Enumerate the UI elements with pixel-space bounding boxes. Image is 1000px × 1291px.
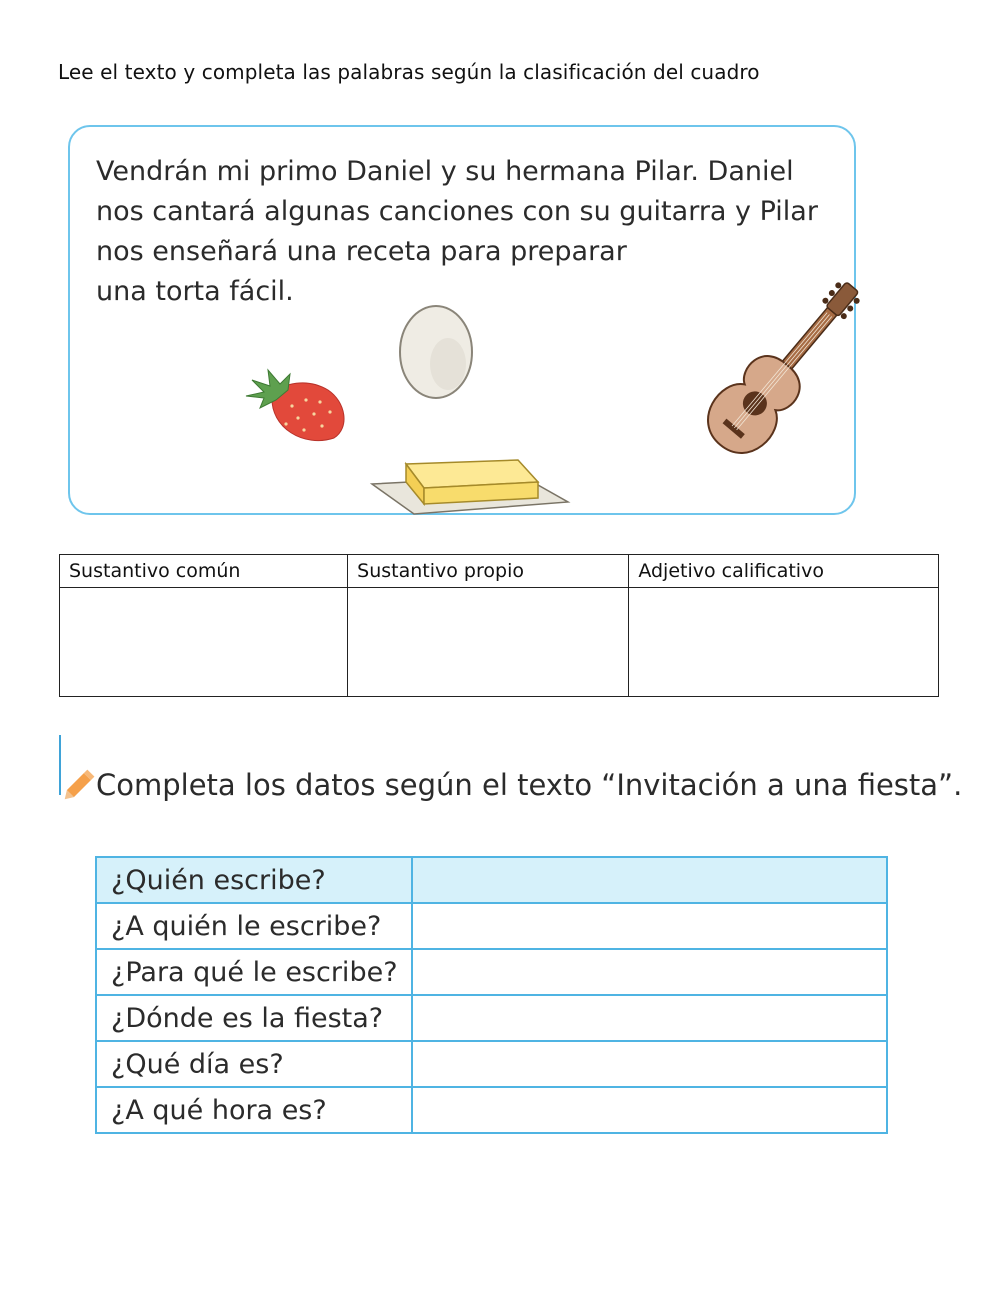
section-marker — [59, 735, 61, 795]
question-cell: ¿A quién le escribe? — [96, 903, 412, 949]
table-row — [96, 857, 887, 903]
section-title: Completa los datos según el texto “Invitación a una fiesta”. — [96, 768, 963, 802]
question-cell: ¿Quién escribe? — [96, 857, 412, 903]
column-header-adjective: Adjetivo calificativo — [629, 555, 939, 588]
strawberry-icon — [242, 366, 350, 448]
question-cell: ¿Para qué le escribe? — [96, 949, 412, 995]
story-line: nos enseñará una receta para preparar — [96, 236, 627, 267]
classification-table — [59, 554, 939, 697]
egg-icon — [396, 302, 476, 402]
story-line: nos cantará algunas canciones con su guitarra y Pilar — [96, 196, 818, 227]
question-cell: ¿A qué hora es? — [96, 1087, 412, 1133]
table-row — [96, 1041, 887, 1087]
butter-icon — [362, 446, 574, 518]
answer-cell[interactable] — [412, 857, 887, 903]
table-row — [96, 949, 887, 995]
story-line: una torta fácil. — [96, 276, 294, 307]
table-row — [96, 995, 887, 1041]
question-cell: ¿Dónde es la fiesta? — [96, 995, 412, 1041]
answer-cell-proper-noun[interactable] — [348, 588, 629, 697]
table-row — [96, 1087, 887, 1133]
table-row — [96, 903, 887, 949]
answer-cell[interactable] — [412, 1041, 887, 1087]
answer-cell[interactable] — [412, 995, 887, 1041]
instruction-text: Lee el texto y completa las palabras según la clasificación del cuadro — [58, 60, 760, 84]
question-cell: ¿Qué día es? — [96, 1041, 412, 1087]
party-data-table — [95, 856, 888, 1134]
answer-cell[interactable] — [412, 949, 887, 995]
pencil-icon — [62, 764, 100, 802]
column-header-proper-noun: Sustantivo propio — [348, 555, 629, 588]
answer-cell-common-noun[interactable] — [60, 588, 348, 697]
answer-cell[interactable] — [412, 903, 887, 949]
answer-cell[interactable] — [412, 1087, 887, 1133]
answer-cell-adjective[interactable] — [629, 588, 939, 697]
guitar-icon — [700, 268, 870, 464]
story-line: Vendrán mi primo Daniel y su hermana Pilar. Daniel — [96, 156, 794, 187]
column-header-common-noun: Sustantivo común — [60, 555, 348, 588]
